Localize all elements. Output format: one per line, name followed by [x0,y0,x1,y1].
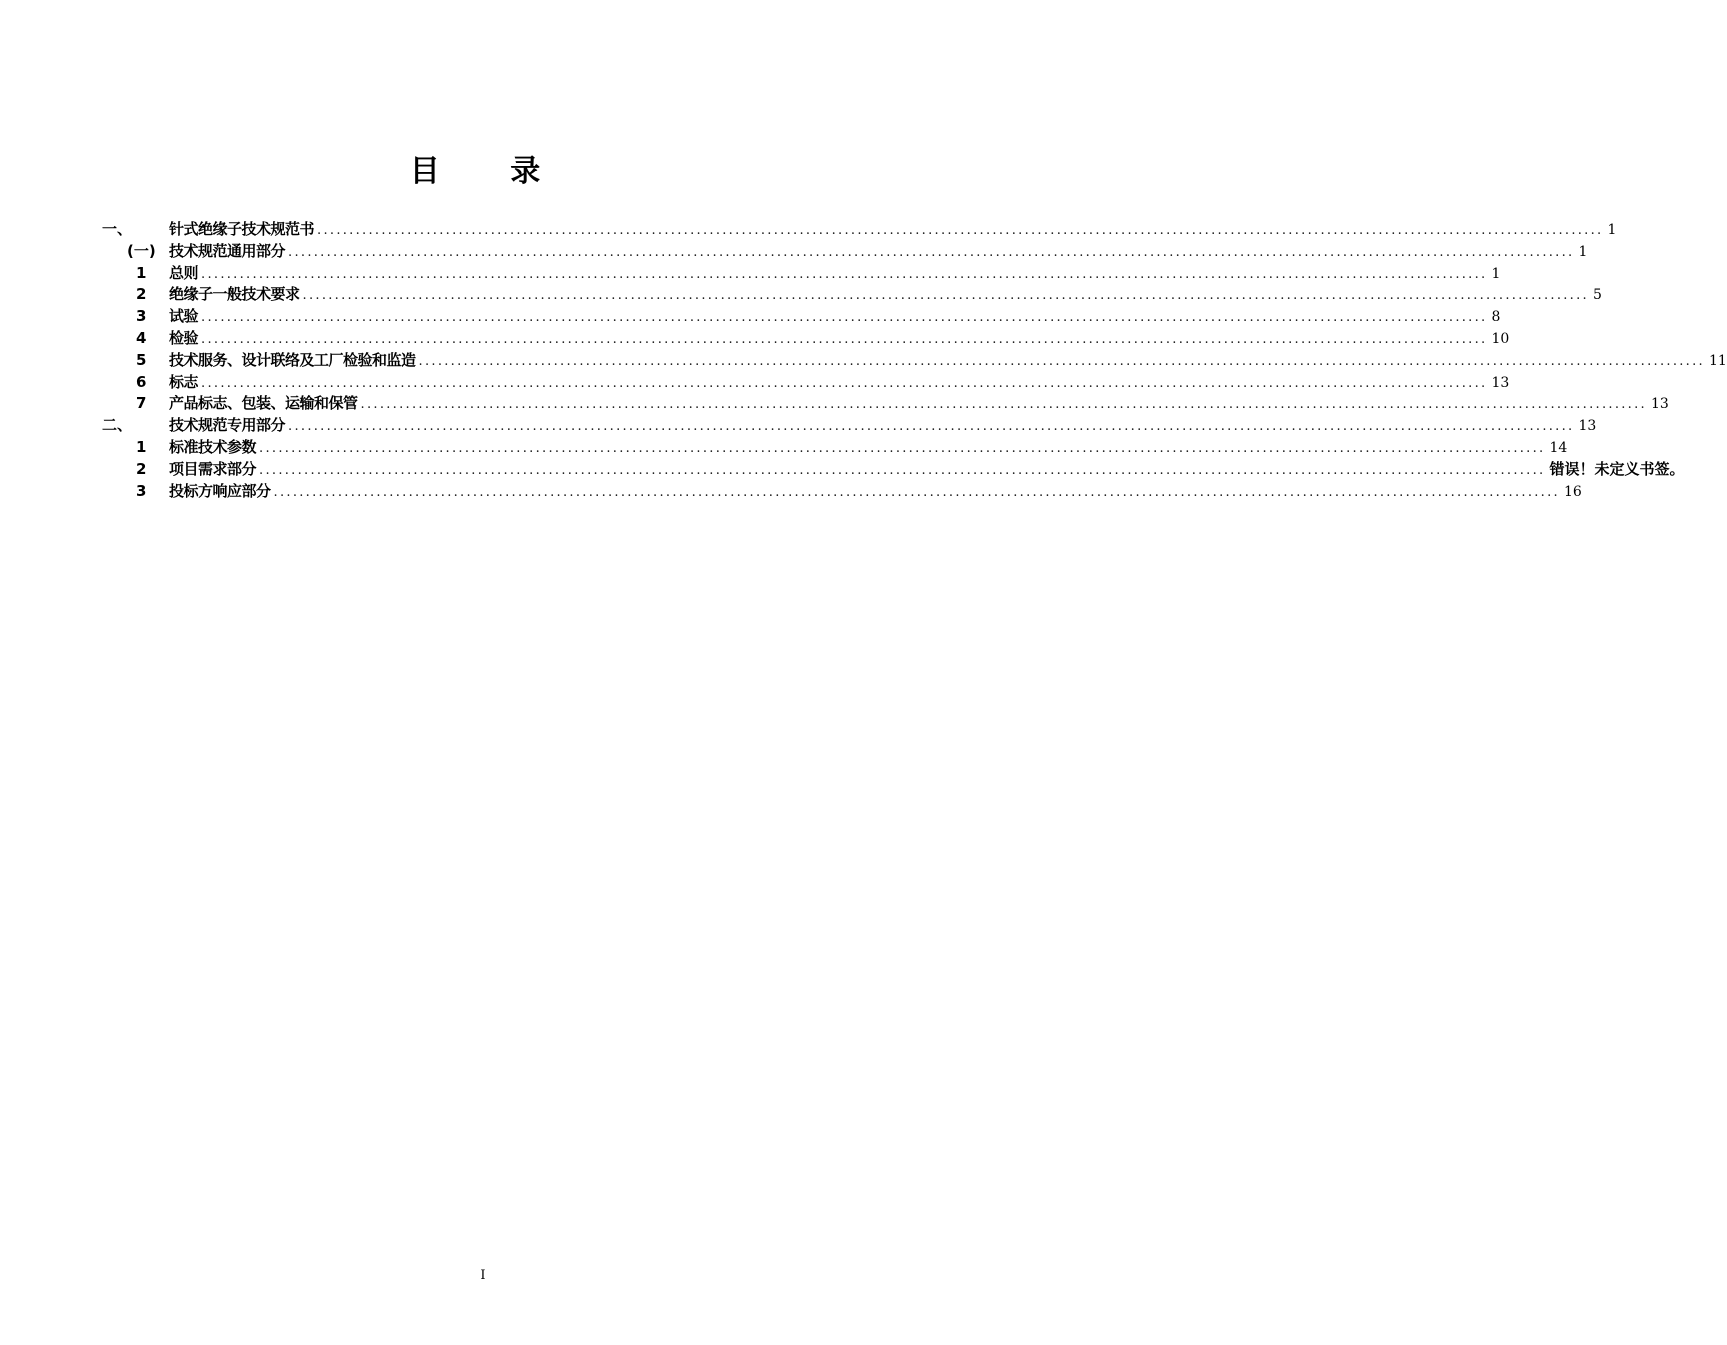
dot-leader: ........................................................................................................................................................................................................ [288,419,1575,435]
toc-entry[interactable] [102,263,1501,285]
toc-entry-text: 试验 [169,307,199,326]
toc-entry[interactable] [102,372,1510,394]
toc-entry[interactable] [102,481,1582,503]
toc-entry-text: 技术规范专用部分 [169,416,286,435]
dot-leader: ........................................................................................................................................................................................................ [201,375,1488,391]
dot-leader: ........................................................................................................................................................................................................ [418,353,1705,369]
dot-leader: ........................................................................................................................................................................................................ [273,484,1560,500]
toc-entry[interactable] [102,284,1602,306]
toc-entry-number: 2 [136,459,147,478]
dot-leader: ........................................................................................................................................................................................................ [317,223,1604,238]
toc-entry-page: 13 [1650,396,1669,413]
toc-entry[interactable] [102,350,1727,372]
toc-entry-page-error: 错误！未定义书签。 [1549,459,1685,478]
toc-entry-number: (一) [127,241,156,260]
toc-entry-number: 二、 [102,416,133,435]
toc-entry-text: 标志 [169,372,199,391]
toc-entry-number: 4 [136,328,147,347]
toc-entry-number: 1 [136,263,147,282]
toc-entry-text: 项目需求部分 [169,459,257,478]
toc-entry-page: 1 [1491,265,1501,282]
toc-entry-page: 5 [1592,287,1602,304]
toc-entry-page: 10 [1491,330,1510,347]
toc-entry-text: 技术规范通用部分 [169,241,286,260]
toc-entry-page: 1 [1578,243,1588,260]
toc-entry-page: 16 [1563,483,1582,500]
dot-leader: ........................................................................................................................................................................................................ [201,266,1488,282]
toc-entry-number: 6 [136,372,147,391]
toc-entry[interactable] [102,393,1669,415]
page-number: I [480,1268,486,1283]
toc-entry-text: 技术服务、设计联络及工厂检验和监造 [169,350,416,369]
toc-entry[interactable] [102,219,1617,241]
toc-entry-number: 3 [136,481,147,500]
dot-leader: ........................................................................................................................................................................................................ [259,462,1546,478]
dot-leader: ........................................................................................................................................................................................................ [360,397,1647,413]
dot-leader: ........................................................................................................................................................................................................ [201,310,1488,326]
toc-entry-page: 13 [1491,374,1510,391]
toc-entry-text: 针式绝缘子技术规范书 [169,220,315,238]
toc-entry-text: 产品标志、包装、运输和保管 [169,394,358,413]
toc-entry-text: 标准技术参数 [169,437,257,456]
toc-entry[interactable] [102,306,1501,328]
toc-entry-page: 11 [1708,352,1727,369]
toc-entry-page: 14 [1549,439,1568,456]
toc-entry[interactable] [102,415,1597,437]
dot-leader: ........................................................................................................................................................................................................ [288,244,1575,260]
toc-entry-number: 7 [136,394,147,413]
toc-title: 目 录 [409,154,571,189]
toc-entry-text: 检验 [169,328,199,347]
toc-entry-text: 绝缘子一般技术要求 [169,285,300,304]
toc-entry[interactable] [102,241,1588,263]
toc-entry-number: 2 [136,285,147,304]
toc-entry-page: 1 [1607,222,1617,238]
table-of-contents [102,219,1727,502]
toc-entry[interactable] [102,328,1510,350]
toc-entry-number: 5 [136,350,147,369]
toc-entry[interactable] [102,459,1685,481]
toc-entry-page: 13 [1578,418,1597,435]
toc-entry-number: 1 [136,437,147,456]
toc-entry-text: 总则 [169,263,199,282]
toc-entry-page: 8 [1491,309,1501,326]
dot-leader: ........................................................................................................................................................................................................ [302,288,1589,304]
dot-leader: ........................................................................................................................................................................................................ [259,440,1546,456]
dot-leader: ........................................................................................................................................................................................................ [201,331,1488,347]
toc-entry-number: 一、 [102,220,133,238]
toc-entry[interactable] [102,437,1568,459]
toc-entry-number: 3 [136,307,147,326]
toc-entry-text: 投标方响应部分 [169,481,271,500]
